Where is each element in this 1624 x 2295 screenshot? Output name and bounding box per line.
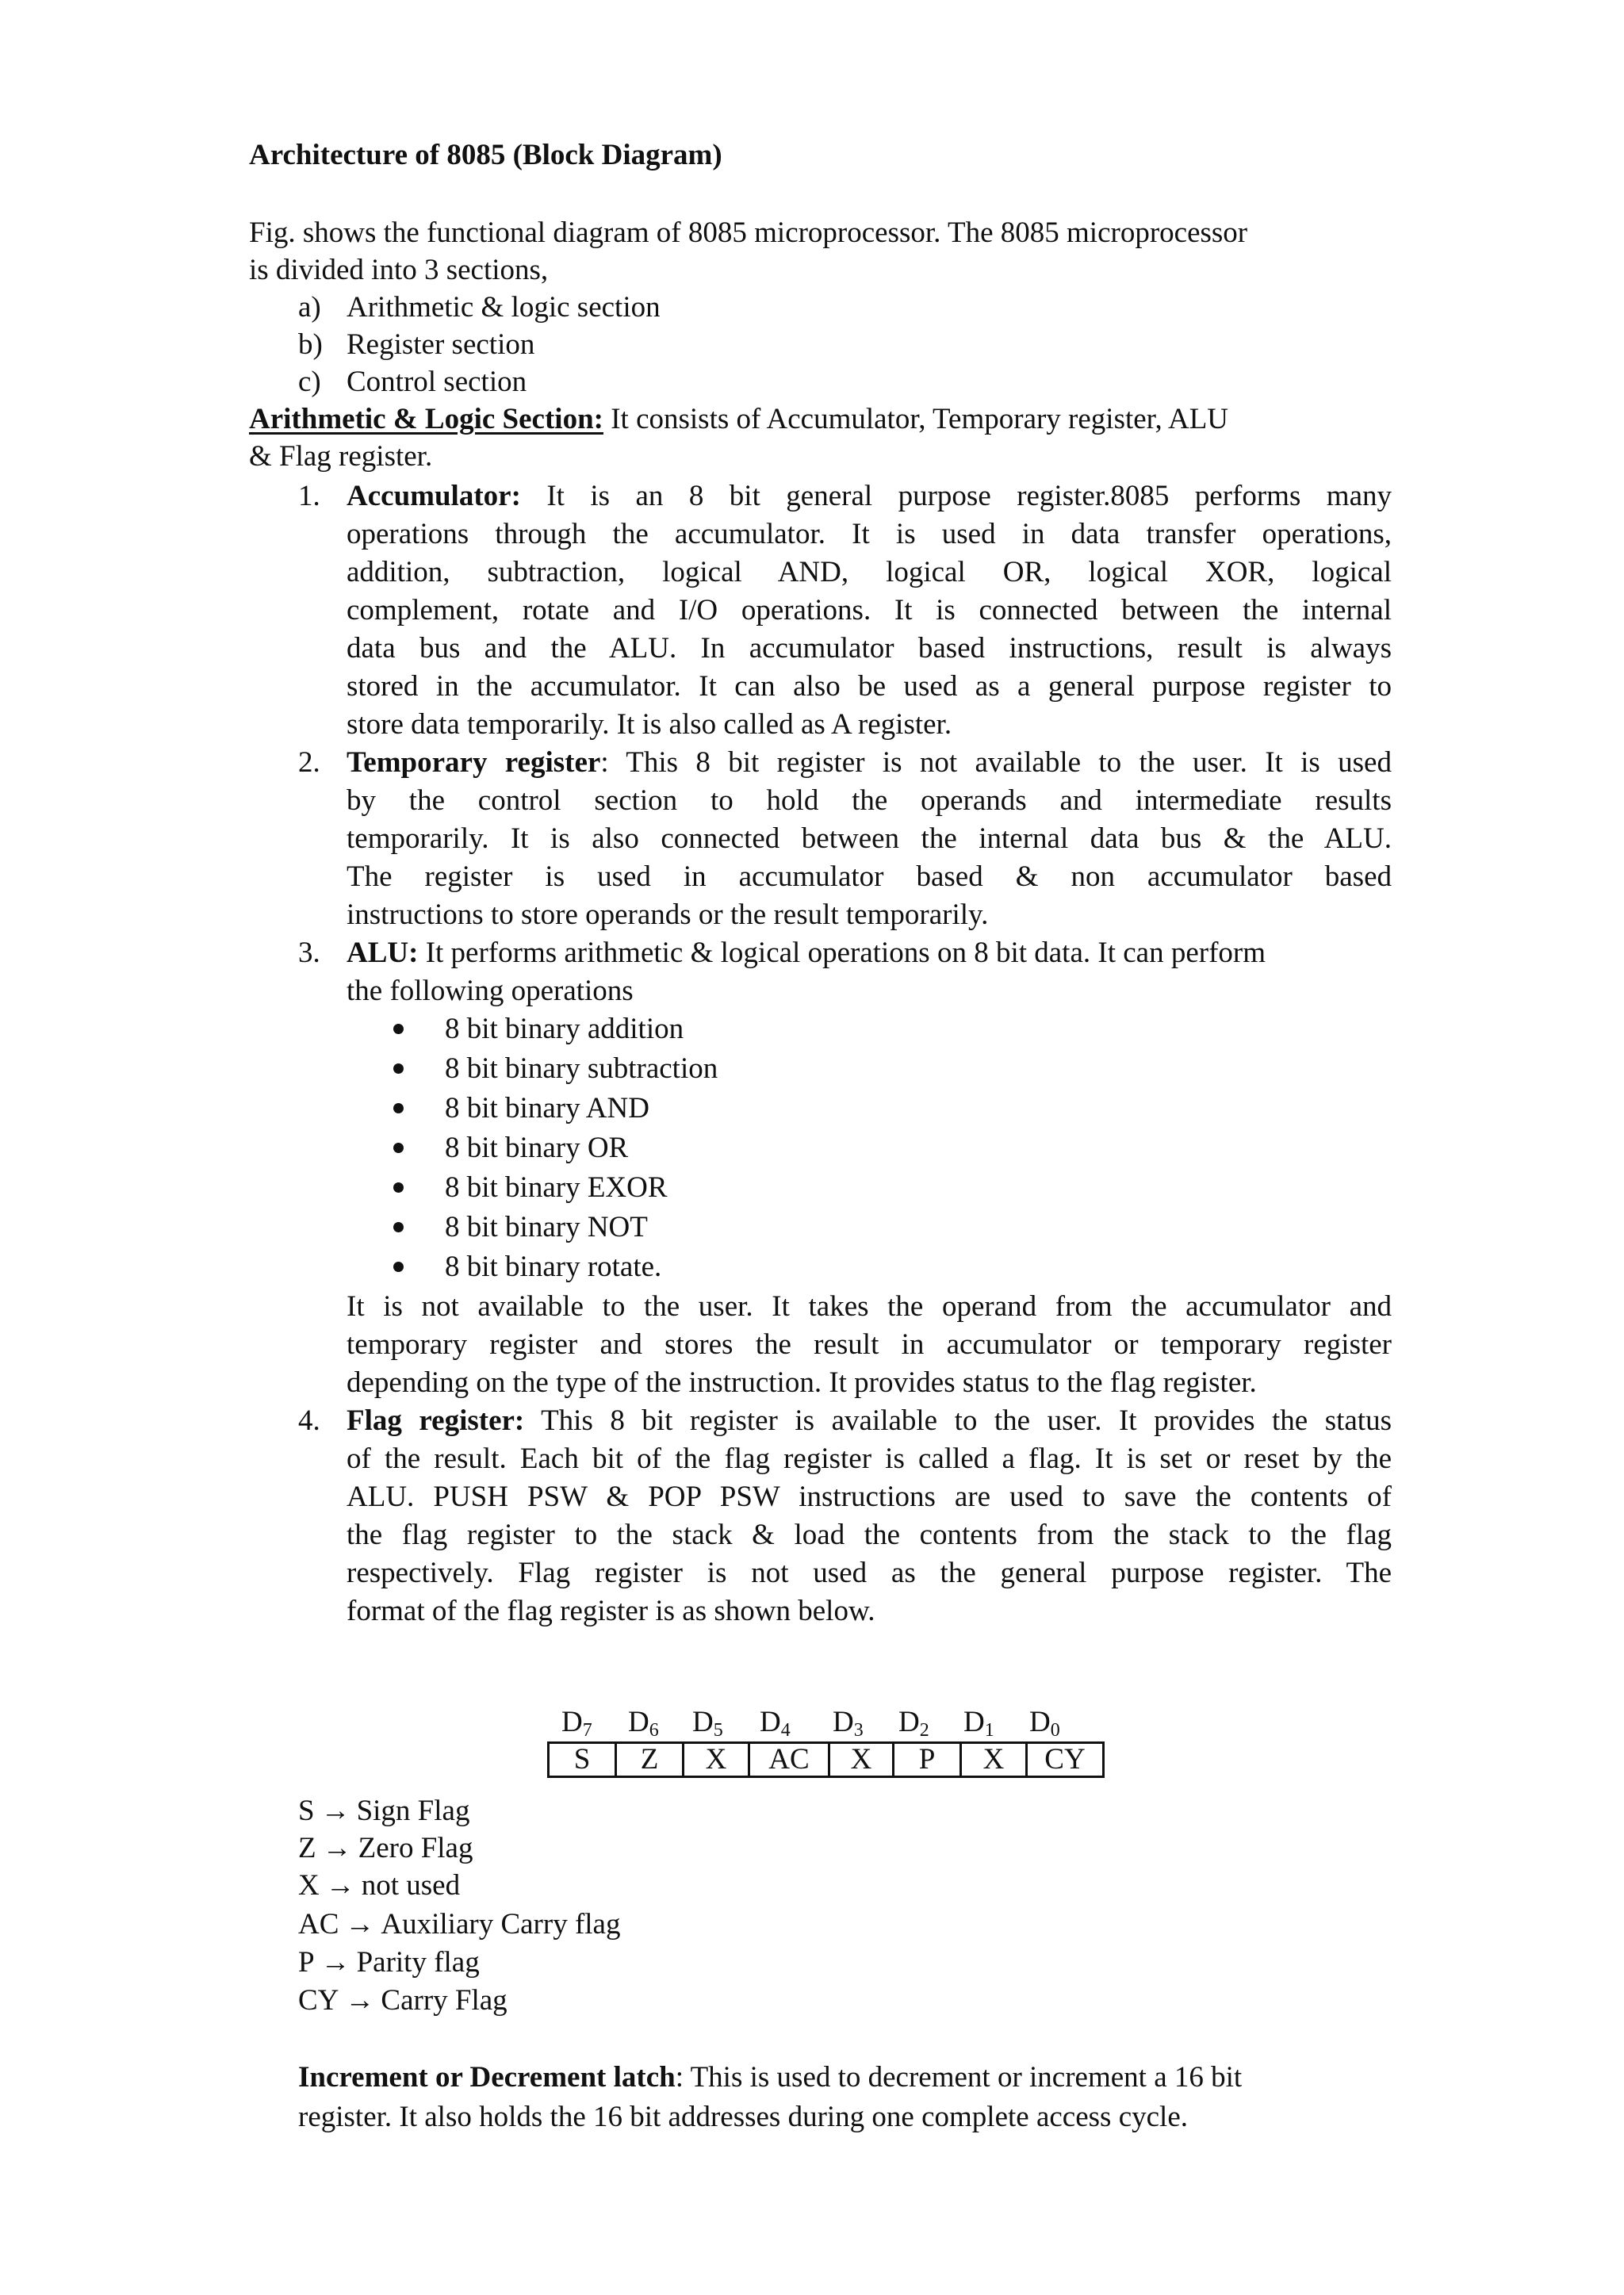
- legend-item-zero: Z → Zero Flag: [298, 1829, 473, 1868]
- page-title: Architecture of 8085 (Block Diagram): [249, 139, 722, 171]
- arrow-right-icon: →: [322, 1832, 352, 1864]
- item-4-line: format of the flag register is as shown below.: [347, 1595, 875, 1627]
- bullet-icon: [393, 1182, 404, 1193]
- bit-label-d4: $D_4$: [760, 1706, 791, 1741]
- bullet-icon: [393, 1262, 404, 1272]
- item-4-line: the flag register to the stack & load the contents from the stack to the flag: [347, 1519, 1392, 1551]
- item-1-line: complement, rotate and I/O operations. It is connected between the internal: [347, 594, 1392, 626]
- section-c-label: c): [298, 366, 321, 398]
- bullet-icon: [393, 1143, 404, 1153]
- als-heading: Arithmetic & Logic Section:: [249, 403, 603, 435]
- bullet-icon: [393, 1063, 404, 1074]
- bit-label-d1: $D_1$: [963, 1706, 994, 1741]
- legend-item-sign: S → Sign Flag: [298, 1792, 469, 1830]
- intro-line-2: is divided into 3 sections,: [249, 254, 549, 286]
- bit-label-d6: $D_6$: [628, 1706, 659, 1741]
- section-c-text: Control section: [347, 366, 527, 398]
- section-b-text: Register section: [347, 328, 535, 361]
- item-4-line: of the result. Each bit of the flag register is called a flag. It is set or reset by the: [347, 1443, 1392, 1475]
- item-1-line: store data temporarily. It is also called as A register.: [347, 708, 952, 741]
- bit-label-d7: $D_7$: [561, 1706, 592, 1741]
- item-2-number: 2.: [298, 746, 320, 779]
- bit-label-d0: $D_0$: [1029, 1706, 1060, 1741]
- item-1-line: addition, subtraction, logical AND, logical OR, logical XOR, logical: [347, 556, 1392, 588]
- latch-line-2: register. It also holds the 16 bit addresses during one complete access cycle.: [298, 2101, 1188, 2133]
- section-a-text: Arithmetic & logic section: [347, 291, 661, 324]
- item-4-number: 4.: [298, 1404, 320, 1437]
- flag-cell: S: [549, 1743, 616, 1777]
- item-2-text: : This 8 bit register is not available to the user. It is used: [600, 746, 1392, 779]
- section-b-label: b): [298, 328, 323, 361]
- alu-operation-item: 8 bit binary EXOR: [445, 1171, 668, 1204]
- bullet-icon: [393, 1024, 404, 1034]
- bit-label-d3: $D_3$: [833, 1706, 864, 1741]
- item-4-term: Flag register:: [347, 1404, 525, 1437]
- item-1-number: 1.: [298, 480, 320, 512]
- item-2-line: by the control section to hold the operands and intermediate results: [347, 784, 1392, 817]
- flag-cell: Z: [616, 1743, 684, 1777]
- bit-label-d5: $D_5$: [692, 1706, 723, 1741]
- als-text: It consists of Accumulator, Temporary register, ALU: [603, 403, 1229, 435]
- als-line-1: [249, 400, 1228, 439]
- item-3-term: ALU:: [347, 937, 419, 969]
- item-3-text: It performs arithmetic & logical operations on 8 bit data. It can perform: [418, 937, 1266, 969]
- item-4-text: This 8 bit register is available to the user. It provides the status: [524, 1404, 1392, 1437]
- legend-item-not-used: X → not used: [298, 1867, 460, 1905]
- flag-register-format-table: [547, 1741, 1105, 1778]
- als-line-2: & Flag register.: [249, 440, 433, 473]
- alu-operation-item: 8 bit binary addition: [445, 1013, 684, 1045]
- item-1-line: operations through the accumulator. It is used in data transfer operations,: [347, 518, 1392, 550]
- arrow-right-icon: →: [320, 1795, 350, 1827]
- flag-register-row: [549, 1743, 1104, 1777]
- flag-cell: X: [684, 1743, 749, 1777]
- section-a-label: a): [298, 291, 321, 324]
- item-2-line: temporarily. It is also connected between the internal data bus & the ALU.: [347, 822, 1392, 855]
- intro-line-1: Fig. shows the functional diagram of 8085 microprocessor. The 8085 microprocessor: [249, 216, 1248, 249]
- arrow-right-icon: →: [345, 1908, 375, 1941]
- flag-cell: CY: [1027, 1743, 1104, 1777]
- arrow-right-icon: →: [345, 1984, 375, 2017]
- arrow-right-icon: →: [320, 1946, 350, 1979]
- bullet-icon: [393, 1222, 404, 1232]
- flag-cell: AC: [749, 1743, 829, 1777]
- item-2-line: The register is used in accumulator based & non accumulator based: [347, 860, 1392, 893]
- flag-cell: P: [894, 1743, 961, 1777]
- item-2-term: Temporary register: [347, 746, 601, 779]
- item-3-after-line: temporary register and stores the result in accumulator or temporary register: [347, 1328, 1392, 1361]
- latch-heading: Increment or Decrement latch: [298, 2061, 676, 2094]
- legend-item-auxiliary-carry: AC → Auxiliary Carry flag: [298, 1906, 620, 1944]
- item-2-first-line: [347, 744, 1392, 782]
- bullet-icon: [393, 1103, 404, 1113]
- item-1-line: stored in the accumulator. It can also be used as a general purpose register to: [347, 670, 1392, 703]
- item-3-first-line: [347, 934, 1266, 972]
- item-1-text: It is an 8 bit general purpose register.8085 performs many: [520, 480, 1392, 512]
- alu-operation-item: 8 bit binary NOT: [445, 1211, 648, 1243]
- legend-item-carry: CY → Carry Flag: [298, 1982, 508, 2020]
- item-1-term: Accumulator:: [347, 480, 521, 512]
- legend-item-parity: P → Parity flag: [298, 1944, 480, 1982]
- flag-cell: X: [961, 1743, 1027, 1777]
- item-3-number: 3.: [298, 937, 320, 969]
- item-4-first-line: [347, 1402, 1392, 1440]
- alu-operation-item: 8 bit binary AND: [445, 1092, 649, 1125]
- item-3-after-line: It is not available to the user. It takes the operand from the accumulator and: [347, 1290, 1392, 1323]
- item-2-line: instructions to store operands or the result temporarily.: [347, 898, 989, 931]
- item-4-line: respectively. Flag register is not used as the general purpose register. The: [347, 1557, 1392, 1589]
- item-3-line: the following operations: [347, 975, 634, 1007]
- item-1-line: data bus and the ALU. In accumulator based instructions, result is always: [347, 632, 1392, 665]
- arrow-right-icon: →: [325, 1869, 355, 1902]
- latch-line-1: [298, 2059, 1242, 2097]
- alu-operation-item: 8 bit binary rotate.: [445, 1251, 662, 1283]
- latch-text: : This is used to decrement or increment a 16 bit: [675, 2061, 1243, 2094]
- item-3-after-line: depending on the type of the instruction. It provides status to the flag register.: [347, 1366, 1257, 1399]
- flag-cell: X: [829, 1743, 894, 1777]
- item-1-first-line: [347, 477, 1392, 515]
- alu-operation-item: 8 bit binary subtraction: [445, 1052, 718, 1085]
- item-4-line: ALU. PUSH PSW & POP PSW instructions are used to save the contents of: [347, 1481, 1392, 1513]
- alu-operation-item: 8 bit binary OR: [445, 1132, 629, 1164]
- bit-label-d2: $D_2$: [898, 1706, 929, 1741]
